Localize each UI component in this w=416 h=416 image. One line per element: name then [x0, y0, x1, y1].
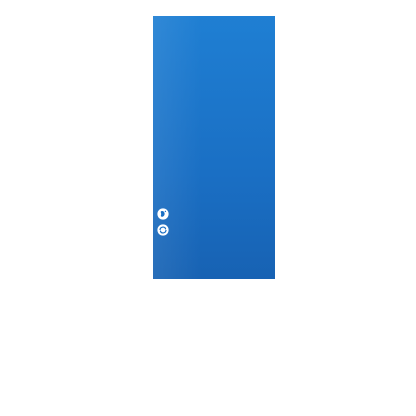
section-heading-french [158, 119, 270, 131]
comparison-heading [153, 294, 273, 306]
blue-info-panel [153, 16, 275, 279]
section-text-german [158, 31, 270, 117]
repeat-cycle-icon [157, 224, 169, 236]
result-text [158, 250, 270, 277]
usage-step-2-text [172, 224, 270, 248]
section-heading-german [158, 18, 270, 30]
usage-step-2 [157, 224, 271, 248]
section-text-french [158, 132, 270, 206]
list-item [153, 322, 273, 344]
benefit-list [153, 322, 273, 400]
usage-step-1-text [172, 208, 270, 222]
list-item [153, 395, 273, 400]
lower-info-section [153, 282, 275, 400]
list-item [153, 371, 273, 393]
usage-step-1 [157, 208, 271, 222]
comparison-intro [153, 308, 273, 320]
foot-application-icon [157, 208, 169, 220]
list-item [153, 346, 273, 368]
